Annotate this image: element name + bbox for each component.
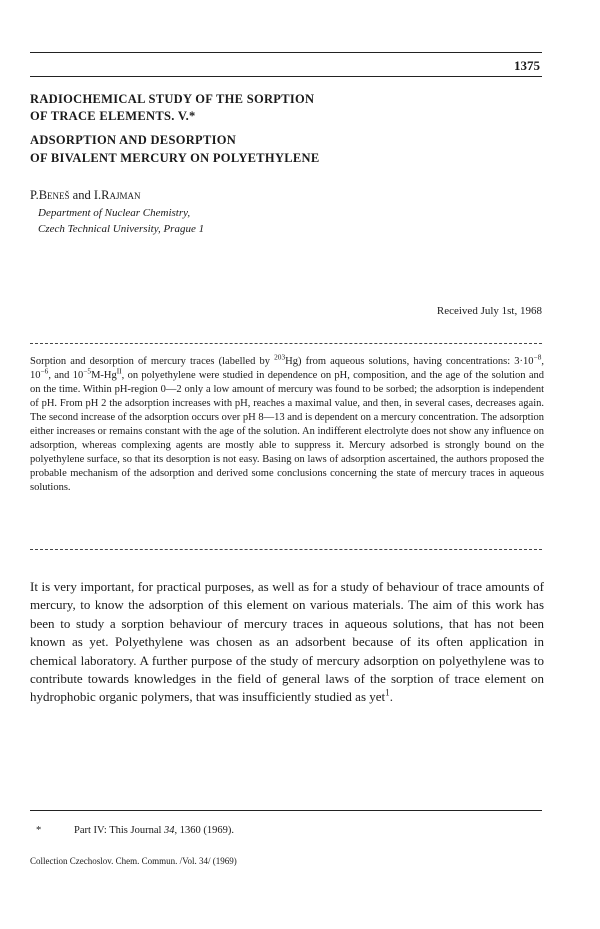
abstract-text: Sorption and desorption of mercury traces (labelled by bbox=[30, 356, 275, 367]
title-line-3: ADSORPTION AND DESORPTION bbox=[30, 133, 237, 147]
exponent: −5 bbox=[83, 366, 92, 376]
abstract-text: , and 10 bbox=[48, 370, 84, 381]
title-line-2: OF TRACE ELEMENTS. V.* bbox=[30, 109, 196, 123]
abstract-text: , 10 bbox=[30, 356, 544, 381]
exponent: −6 bbox=[40, 366, 49, 376]
exponent: −8 bbox=[533, 352, 542, 362]
isotope-mass: 203 bbox=[274, 352, 286, 362]
author1-initial: P. bbox=[30, 188, 39, 202]
footnote-volume: 34 bbox=[164, 825, 175, 836]
footnote bbox=[36, 825, 234, 836]
abstract-top-rule bbox=[30, 343, 542, 344]
received-date: Received July 1st, 1968 bbox=[436, 305, 542, 317]
author2-name: Rajman bbox=[101, 188, 141, 202]
author-connector: and bbox=[69, 188, 94, 202]
affiliation-line-1: Department of Nuclear Chemistry, bbox=[38, 207, 191, 219]
body-text: It is very important, for practical purposes, as well as for a study of behaviour of trace amounts of mercury, to know the adsorption of this element on various materials. The aim of this work has been to study a sorption behaviour of mercury traces in aqueous solutions, that has not been known as yet. Polyethylene was chosen as an adsorbent because of its often application in chemical laboratory. A further purpose of the study of mercury adsorption on polyethylene was to contribute towards knowledges in the field of general laws of the sorption of trace element on hydrophobic organic polymers, that was insufficiently studied as yet bbox=[30, 579, 544, 705]
author1-name: Beneš bbox=[38, 188, 70, 202]
body-text-end: . bbox=[389, 689, 393, 705]
oxidation-state: II bbox=[116, 366, 122, 376]
abstract-bottom-rule bbox=[30, 549, 542, 550]
journal-footer: Collection Czechoslov. Chem. Commun. /Vol. 34/ (1969) bbox=[30, 856, 237, 866]
footnote-text: , 1360 (1969). bbox=[174, 825, 235, 836]
page-number: 1375 bbox=[514, 58, 540, 73]
affiliation-line-2: Czech Technical University, Prague 1 bbox=[38, 223, 205, 235]
header-underline bbox=[30, 76, 542, 77]
author2-initial: I. bbox=[93, 188, 102, 202]
abstract-text: Hg) from aqueous solutions, having concentrations: 3·10 bbox=[285, 356, 534, 367]
body-paragraph bbox=[30, 578, 544, 707]
footnote-mark: * bbox=[36, 825, 42, 836]
reference-marker: 1 bbox=[385, 688, 390, 699]
abstract-text: M-Hg bbox=[91, 370, 117, 381]
header-rule bbox=[30, 52, 542, 53]
footnote-text: Part IV: This Journal bbox=[74, 825, 165, 836]
abstract bbox=[30, 352, 544, 495]
title-line-4: OF BIVALENT MERCURY ON POLYETHYLENE bbox=[30, 151, 320, 165]
authors bbox=[30, 188, 141, 203]
abstract-text: , on polyethylene were studied in dependence on pH, composition, and the age of the solution and on the time. Within pH-region 0—2 only a low amount of mercury was found to be sorbed; the adsorption is independent of pH. From pH 2 the adsorption increases with pH, reaches a maximal value, and then, in several cases, decreases again. The second increase of the adsorption occurs over pH 8—13 and is dependent on a mercury concentration. The adsorption either increases or remains constant with the age of the solution. An indifferent electrolyte does not show any influence on adsorption, whereas complexing agents are mostly able to suppress it. Mercury adsorbed is strongly bound on the polyethylene surface, so that its desorption is not easy. Basing on laws of adsorption ascertained, the authors proposed the probable mechanism of the adsorption and derived some conclusions concerning the state of mercury traces in aqueous solutions. bbox=[30, 370, 544, 493]
footnote-rule bbox=[30, 810, 542, 811]
title-line-1: RADIOCHEMICAL STUDY OF THE SORPTION bbox=[30, 92, 315, 106]
